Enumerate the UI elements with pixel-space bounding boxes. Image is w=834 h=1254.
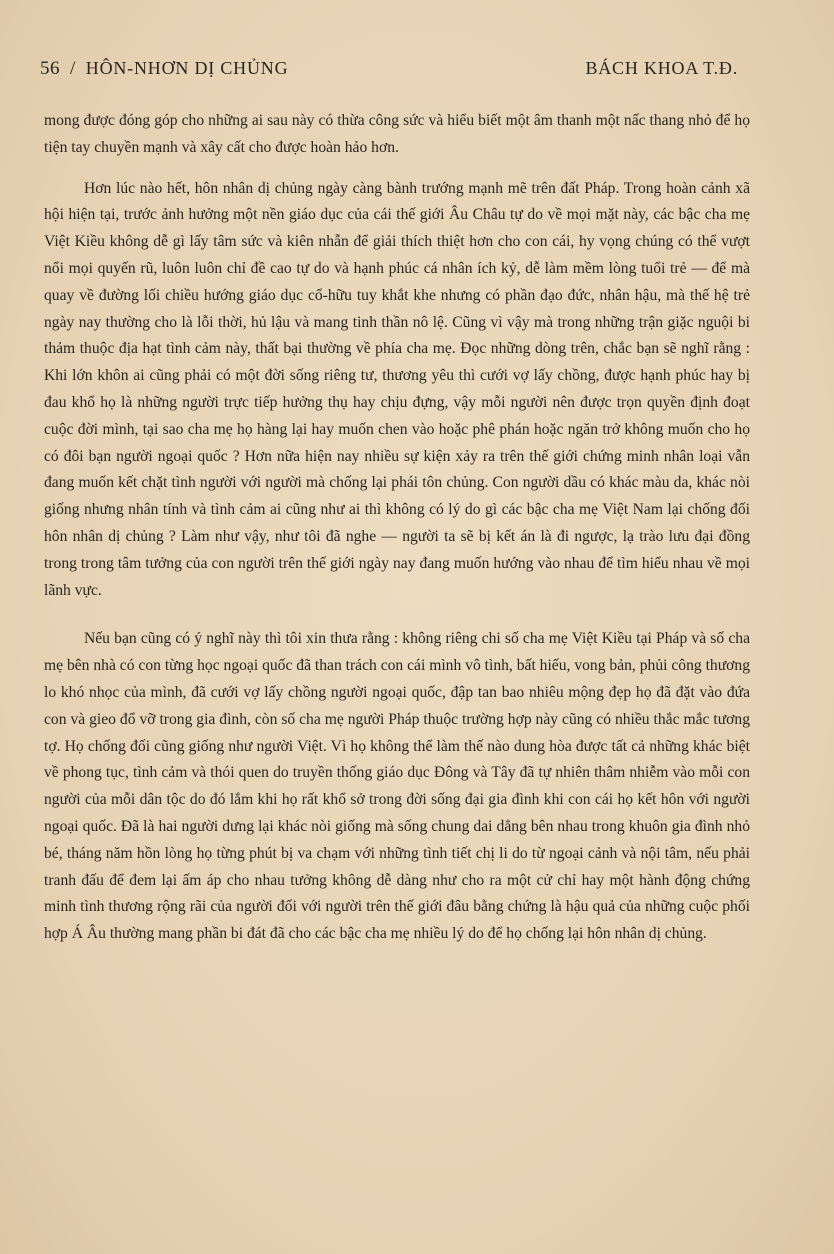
publication-name: BÁCH KHOA T.Đ. xyxy=(585,58,738,78)
header-left xyxy=(40,58,288,80)
paragraph-continuation: mong được đóng góp cho những ai sau này có thừa công sức và hiểu biết một âm thanh một nấc thang nhỏ để họ tiện tay chuyền mạnh và xây cất cho được hoàn hảo hơn. xyxy=(44,112,750,156)
article-title: HÔN-NHƠN DỊ CHỦNG xyxy=(85,58,289,78)
paragraph: Nếu bạn cũng có ý nghĩ này thì tôi xin thưa rằng : không riêng chi số cha mẹ Việt Kiều tại Pháp và số cha mẹ bên nhà có con từng học ngoại quốc đã than trách con cái mình vô tình, bất hiếu, vong bản, phủi công thương lo khó nhọc của mình, đã cưới vợ lấy chồng người ngoại quốc, đập tan bao nhiêu mộng đẹp họ đã đặt vào đứa con và gieo đổ vỡ trong gia đình, còn số cha mẹ người Pháp thuộc trường hợp này cũng có nhiều thắc mắc tương tợ. Họ chống đối cũng giống như người Việt. Vì họ không thể làm thế nào dung hòa được tất cả những khác biệt về phong tục, tình cảm và thói quen do truyền thống giáo dục Đông và Tây đã tự nhiên thâm nhiễm vào mỗi con người của mỗi dân tộc do đó lắm khi họ rất khổ sở trong đời sống đại gia đình khi con cái họ kết hôn với người ngoại quốc. Đã là hai người dưng lại khác nòi giống mà sống chung dai dẳng bên nhau trong khuôn gia đình nhỏ bé, tháng năm hồn lòng họ từng phút bị va chạm với những tình tiết chị li do từ ngoại cảnh và nội tâm, nếu phải tranh đấu để đem lại ấm áp cho nhau tưởng không dễ dàng như cho ra một cử chỉ hay một hành động chứng minh tình thương rộng rãi của người đối với người trên thế giới đâu bằng chứng là hậu quả của những cuộc phối hợp Á Âu thường mang phần bi đát đã cho các bậc cha mẹ nhiều lý do để họ chống lại hôn nhân dị chủng. xyxy=(44,630,750,943)
header-separator: / xyxy=(70,58,76,79)
running-header xyxy=(40,58,738,80)
page-number: 56 xyxy=(40,58,60,79)
paragraph: Hơn lúc nào hết, hôn nhân dị chủng ngày càng bành trướng mạnh mẽ trên đất Pháp. Trong hoàn cảnh xã hội hiện tại, trước ảnh hưởng một nền giáo dục của cái thế giới Âu Châu tự do về mọi mặt này, các bậc cha mẹ Việt Kiều không dễ gì lấy tâm sức và kiên nhẫn để giải thích thiệt hơn cho con cái, hy vọng chúng có thể vượt nổi mọi quyến rũ, luôn luôn chỉ đề cao tự do và hạnh phúc cá nhân ích kỷ, dễ làm mềm lòng tuổi trẻ — để mà quay về đường lối chiều hướng giáo dục cổ-hữu tuy khắt khe nhưng có phần đạo đức, nhân hậu, mà thế hệ trẻ ngày nay thường cho là lỗi thời, hủ lậu và mang tinh thần nô lệ. Cũng vì vậy mà trong những trận giặc nguội bi thảm thuộc địa hạt tình cảm này, thất bại thường về phía cha mẹ. Đọc những dòng trên, chắc bạn sẽ nghĩ rằng : Khi lớn khôn ai cũng phải có một đời sống riêng tư, thương yêu thì cưới vợ lấy chồng, được hạnh phúc hay bị đau khổ họ là những người trực tiếp hưởng thụ hay chịu đựng, vậy mỗi người nên được trọn quyền định đoạt cuộc đời mình, tại sao cha mẹ họ hàng lại hay muốn chen vào hoặc phê phán hoặc ngăn trở không muốn cho họ có đôi bạn người ngoại quốc ? Hơn nữa hiện nay nhiều sự kiện xảy ra trên thế giới chứng minh nhân loại vẫn đang muốn kết chặt tình người với người mà chống lại phái tôn chủng. Con người dầu có khác màu da, khác nòi giống nhưng nhân tính và tình cảm ai cũng như ai thì không có lý do gì các bậc cha mẹ Việt Nam lại chống đối hôn nhân dị chủng ? Làm như vậy, như tôi đã nghe — người ta sẽ bị kết án là đi ngược, lạ trào lưu đại đồng trong trong tâm tưởng của con người trên thế giới ngày nay đang muốn hướng vào nhau để tìm hiểu nhau về mọi lãnh vực. xyxy=(44,179,750,599)
article-body xyxy=(44,108,750,948)
